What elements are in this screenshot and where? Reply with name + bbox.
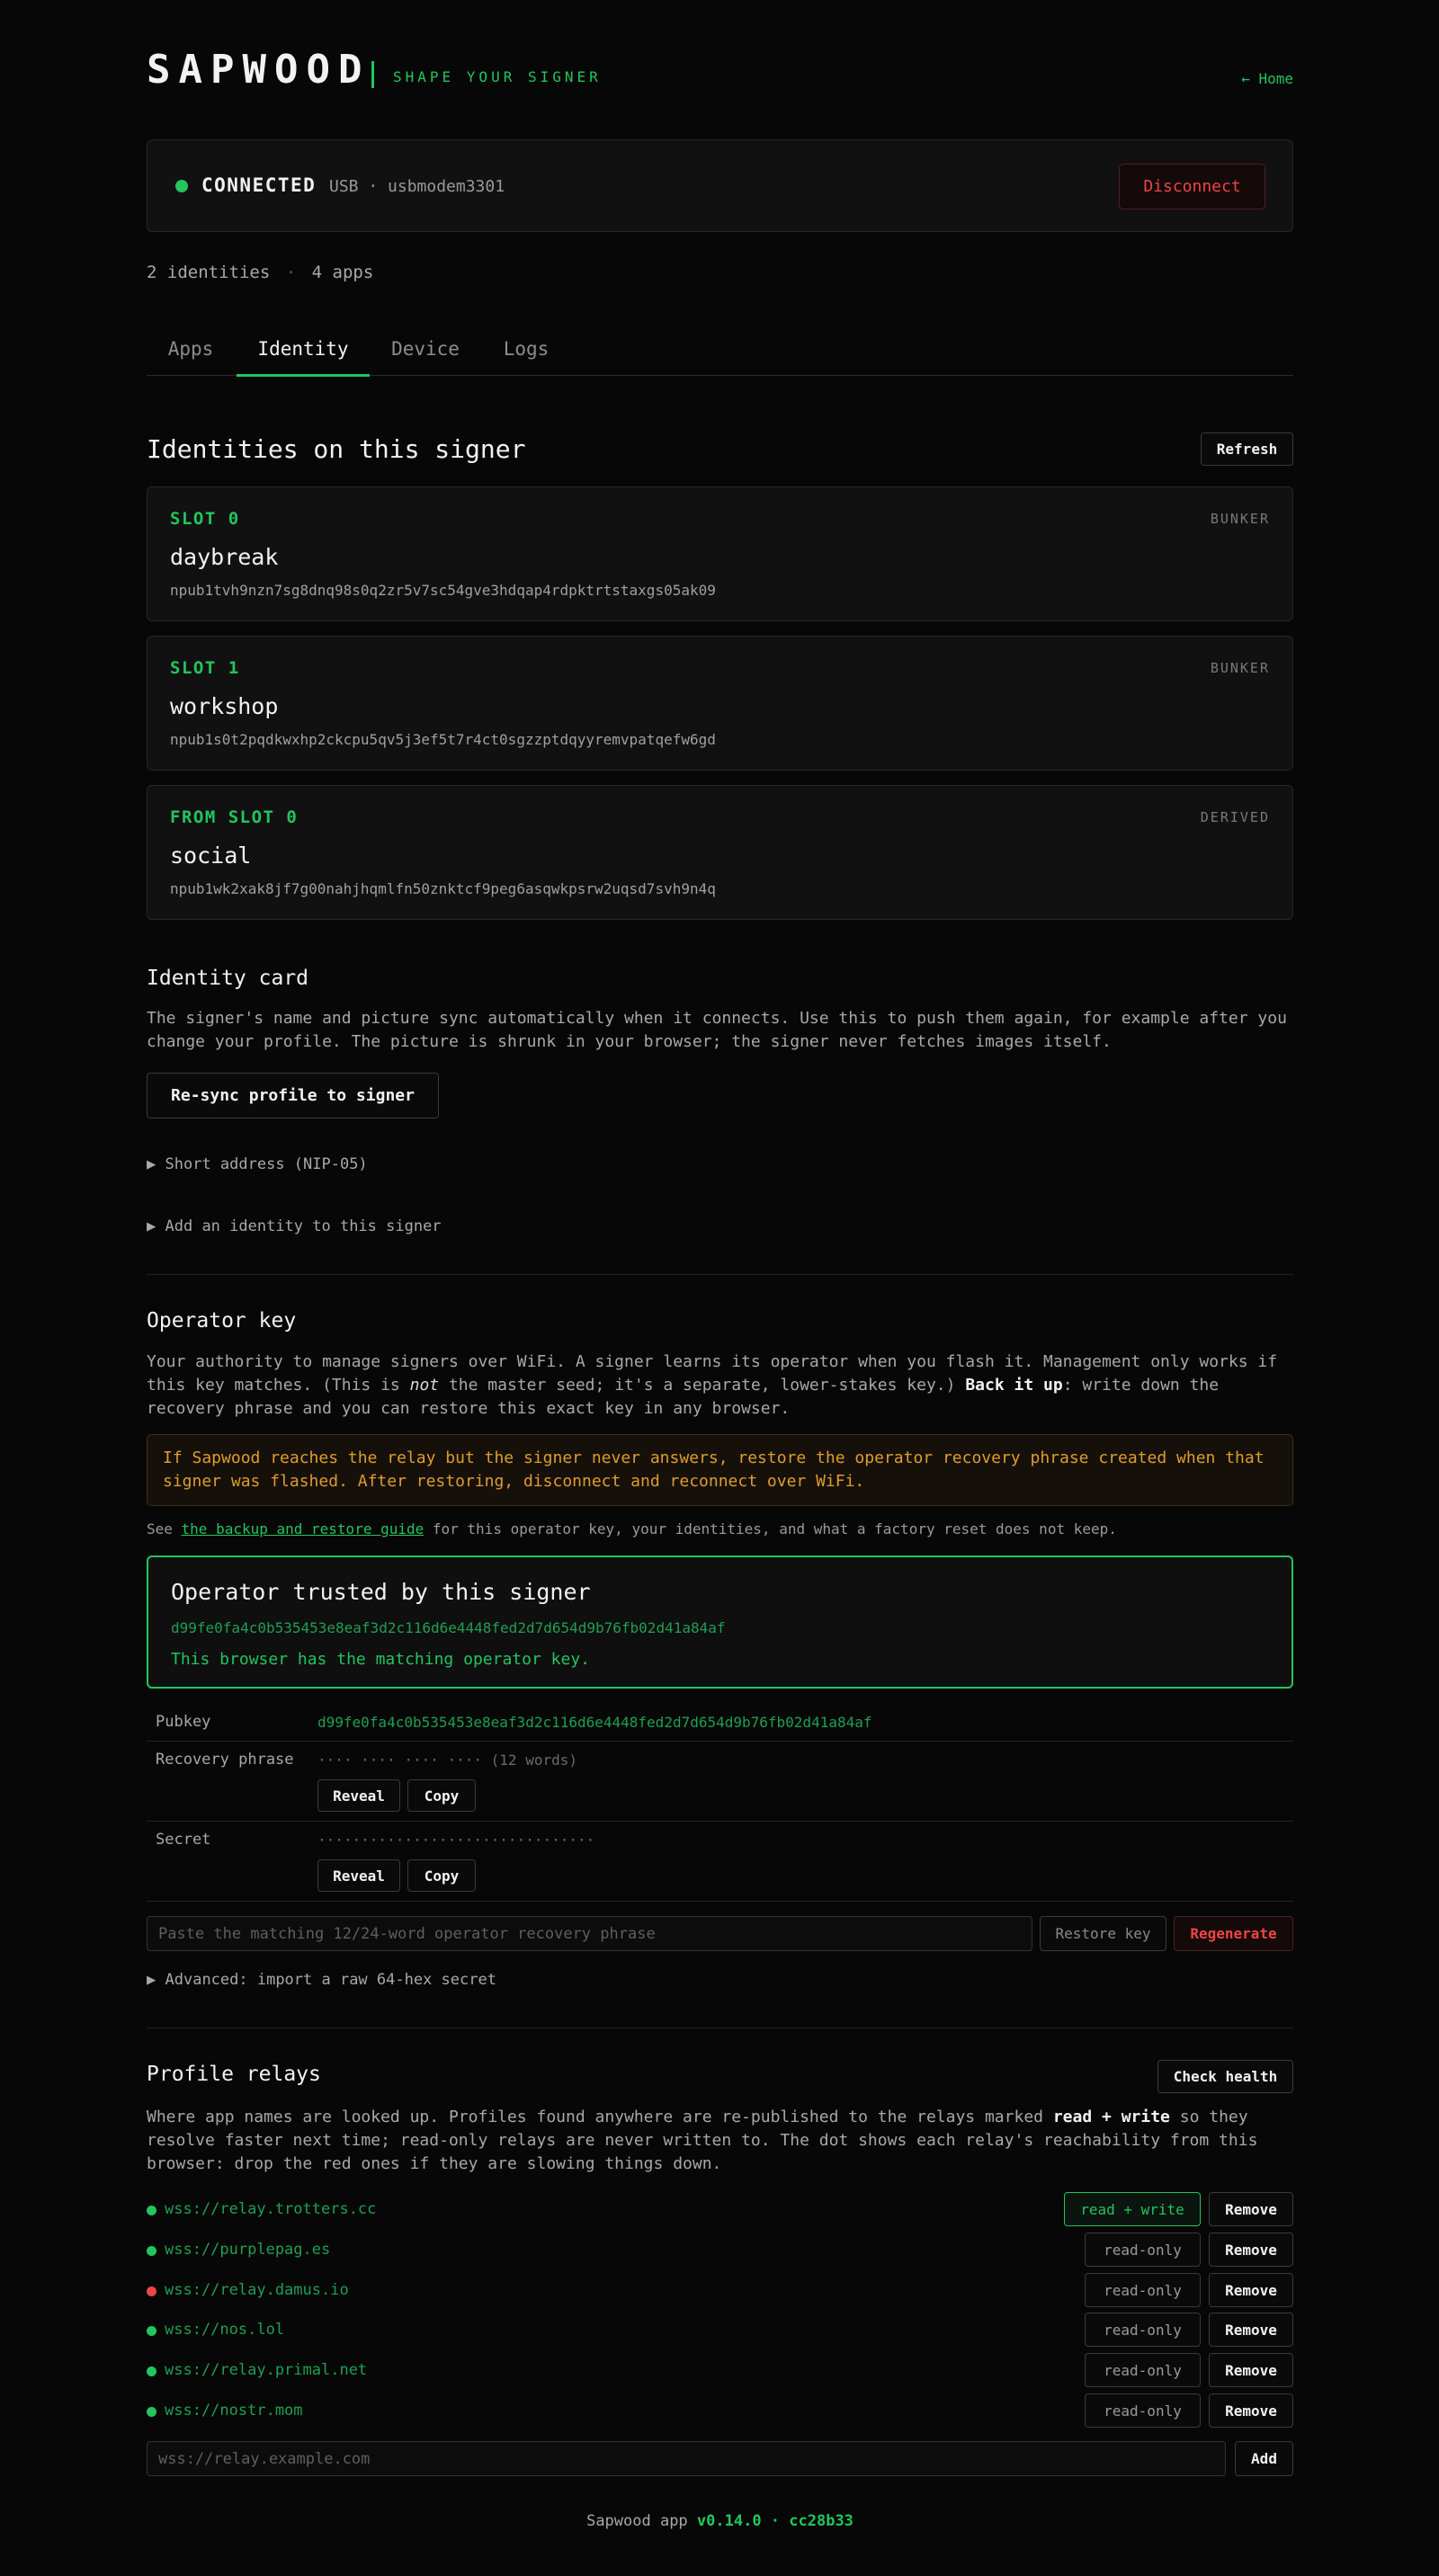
identity-card-derived[interactable] xyxy=(147,785,1293,920)
secret-row xyxy=(147,1822,1293,1902)
relay-remove-button[interactable]: Remove xyxy=(1209,2353,1293,2387)
see-text: See xyxy=(147,1520,182,1538)
operator-desc-text: the master seed; it's a separate, lower-stakes key.) xyxy=(439,1376,966,1395)
relay-url-input[interactable] xyxy=(147,2441,1226,2476)
operator-desc-bold: Back it up xyxy=(965,1376,1063,1395)
tab-device[interactable]: Device xyxy=(391,338,460,360)
identity-card-slot-0[interactable] xyxy=(147,486,1293,621)
relay-mode-toggle[interactable]: read + write xyxy=(1064,2192,1201,2226)
relay-remove-button[interactable]: Remove xyxy=(1209,2233,1293,2267)
footer-version: v0.14.0 · cc28b33 xyxy=(696,2512,854,2530)
relays-title: Profile relays xyxy=(147,2063,321,2086)
identity-card-description: The signer's name and picture sync automatically when it connects. Use this to push them again, for example after you change your profile. The picture is shrunk in your browser; the signer never fetches images itself. xyxy=(147,1009,1287,1051)
refresh-button[interactable]: Refresh xyxy=(1201,432,1293,466)
relay-row xyxy=(147,2353,1293,2387)
identity-name: social xyxy=(170,842,252,869)
trusted-operator-match: This browser has the matching operator key. xyxy=(171,1650,590,1669)
identity-npub: npub1s0t2pqdkwxhp2ckcpu5qv5j3ef5t7r4ct0sgzzptdqyyremvpatqefw6gd xyxy=(170,731,716,748)
identity-name: workshop xyxy=(170,693,279,719)
disconnect-button[interactable]: Disconnect xyxy=(1119,164,1265,209)
recovery-phrase-label: Recovery phrase xyxy=(156,1751,294,1769)
home-link[interactable]: ← Home xyxy=(1241,70,1293,87)
identity-kind: BUNKER xyxy=(1210,660,1270,676)
pubkey-value: d99fe0fa4c0b535453e8eaf3d2c116d6e4448fed2d7d654d9b76fb02d41a84af xyxy=(317,1714,872,1731)
expand-triangle-icon: ▶ xyxy=(147,1217,156,1235)
identity-slot: SLOT 1 xyxy=(170,658,240,678)
relay-status-dot xyxy=(147,2367,156,2376)
identity-count: 2 identities xyxy=(147,263,271,282)
backup-guide-note xyxy=(147,1520,1117,1538)
short-address-expander[interactable] xyxy=(147,1155,368,1173)
trusted-operator-title: Operator trusted by this signer xyxy=(171,1579,591,1605)
relay-mode-toggle[interactable]: read-only xyxy=(1085,2273,1201,2307)
relay-status-dot xyxy=(147,2407,156,2417)
relay-mode-toggle[interactable]: read-only xyxy=(1085,2233,1201,2267)
recovery-phrase-input[interactable] xyxy=(147,1916,1032,1951)
operator-warning: If Sapwood reaches the relay but the signer never answers, restore the operator recovery phrase created when that signer was flashed. After restoring, disconnect and reconnect over WiFi. xyxy=(147,1434,1293,1506)
see-text: for this operator key, your identities, and what a factory reset does not keep. xyxy=(424,1520,1117,1538)
identities-title: Identities on this signer xyxy=(147,434,526,464)
identity-card-slot-1[interactable] xyxy=(147,636,1293,771)
identity-kind: BUNKER xyxy=(1210,511,1270,527)
expand-triangle-icon: ▶ xyxy=(147,1155,156,1173)
header xyxy=(147,47,1293,101)
relay-status-dot xyxy=(147,2206,156,2215)
expand-triangle-icon: ▶ xyxy=(147,1971,156,1989)
identity-slot: SLOT 0 xyxy=(170,509,240,529)
tab-bar xyxy=(147,333,1293,376)
recovery-phrase-value: ···· ···· ···· ···· (12 words) xyxy=(317,1752,577,1769)
relay-remove-button[interactable]: Remove xyxy=(1209,2393,1293,2428)
relays-description xyxy=(147,2106,1293,2176)
connection-status: CONNECTED xyxy=(201,174,317,196)
relay-mode-toggle[interactable]: read-only xyxy=(1085,2353,1201,2387)
relay-remove-button[interactable]: Remove xyxy=(1209,2313,1293,2347)
footer-app: Sapwood app xyxy=(586,2512,688,2530)
short-address-label: Short address (NIP-05) xyxy=(165,1155,368,1173)
connection-port: USB · usbmodem3301 xyxy=(329,177,505,196)
tagline: SHAPE YOUR SIGNER xyxy=(393,68,602,85)
relay-mode-toggle[interactable]: read-only xyxy=(1085,2313,1201,2347)
footer xyxy=(147,2512,1293,2530)
secret-label: Secret xyxy=(156,1831,211,1849)
add-identity-label: Add an identity to this signer xyxy=(165,1217,442,1235)
tab-apps[interactable]: Apps xyxy=(167,338,214,360)
relay-status-dot xyxy=(147,2286,156,2296)
identity-name: daybreak xyxy=(170,544,279,570)
identity-kind: DERIVED xyxy=(1200,809,1270,825)
relay-mode-toggle[interactable]: read-only xyxy=(1085,2393,1201,2428)
relay-url: wss://relay.damus.io xyxy=(165,2281,349,2299)
operator-desc-text: : write down the recovery phrase and you can restore this exact key in any browser. xyxy=(147,1376,1220,1418)
app-count: 4 apps xyxy=(311,263,374,282)
relay-status-dot xyxy=(147,2326,156,2336)
relay-row xyxy=(147,2273,1293,2307)
identity-slot: FROM SLOT 0 xyxy=(170,807,299,827)
identity-card-title: Identity card xyxy=(147,967,309,990)
summary-counts xyxy=(147,263,373,282)
relay-url: wss://nostr.mom xyxy=(165,2402,303,2420)
recovery-phrase-row xyxy=(147,1742,1293,1822)
identity-npub: npub1tvh9nzn7sg8dnq98s0q2zr5v7sc54gve3hdqap4rdpktrtstaxgs05ak09 xyxy=(170,582,716,599)
relays-desc-text: Where app names are looked up. Profiles found anywhere are re-published to the relays marked xyxy=(147,2108,1053,2126)
advanced-import-label: Advanced: import a raw 64-hex secret xyxy=(165,1971,496,1989)
trusted-operator-panel xyxy=(147,1555,1293,1689)
backup-guide-link[interactable]: the backup and restore guide xyxy=(181,1520,425,1538)
brand-divider xyxy=(371,61,374,88)
divider xyxy=(147,1274,1293,1275)
operator-desc-emphasis: not xyxy=(409,1376,440,1395)
copy-secret-button[interactable]: Copy xyxy=(407,1859,476,1892)
brand-logo: SAPWOOD xyxy=(147,47,371,93)
check-health-button[interactable]: Check health xyxy=(1157,2060,1293,2093)
identity-npub: npub1wk2xak8jf7g00nahjhqmlfn50znktcf9peg6asqwkpsrw2uqsd7svh9n4q xyxy=(170,880,716,897)
relay-row xyxy=(147,2233,1293,2267)
relay-remove-button[interactable]: Remove xyxy=(1209,2273,1293,2307)
secret-value: ································ xyxy=(317,1832,595,1849)
pubkey-row xyxy=(147,1705,1293,1742)
reveal-recovery-button[interactable]: Reveal xyxy=(317,1779,400,1812)
relay-url: wss://relay.trotters.cc xyxy=(165,2200,377,2218)
add-relay-button[interactable]: Add xyxy=(1235,2441,1293,2476)
advanced-import-expander[interactable] xyxy=(147,1971,496,1989)
tab-logs[interactable]: Logs xyxy=(503,338,550,360)
reveal-secret-button[interactable]: Reveal xyxy=(317,1859,400,1892)
restore-key-button[interactable]: Restore key xyxy=(1040,1916,1166,1951)
relay-row xyxy=(147,2313,1293,2347)
relays-desc-bold: read + write xyxy=(1052,2108,1170,2126)
relay-status-dot xyxy=(147,2246,156,2256)
relay-url: wss://nos.lol xyxy=(165,2321,285,2339)
operator-description xyxy=(147,1350,1293,1421)
relay-url: wss://purplepag.es xyxy=(165,2241,331,2259)
relay-row xyxy=(147,2393,1293,2428)
operator-title: Operator key xyxy=(147,1309,297,1333)
relays-desc-text: so they resolve faster next time; read-only relays are never written to. The dot shows each relay's reachability from this browser: drop the red ones if they are slowing things down. xyxy=(147,2108,1258,2173)
regenerate-button[interactable]: Regenerate xyxy=(1174,1916,1293,1951)
copy-recovery-button[interactable]: Copy xyxy=(407,1779,476,1812)
relay-row xyxy=(147,2192,1293,2226)
relay-url: wss://relay.primal.net xyxy=(165,2361,368,2379)
relay-remove-button[interactable]: Remove xyxy=(1209,2192,1293,2226)
add-identity-expander[interactable] xyxy=(147,1217,442,1235)
connection-panel xyxy=(147,139,1293,232)
connection-status-dot xyxy=(175,180,188,192)
trusted-operator-key: d99fe0fa4c0b535453e8eaf3d2c116d6e4448fed2d7d654d9b76fb02d41a84af xyxy=(171,1619,726,1636)
count-separator: · xyxy=(285,263,297,282)
resync-profile-button[interactable]: Re-sync profile to signer xyxy=(147,1073,439,1119)
operator-desc-text: Your authority to manage signers over WiFi. A signer learns its operator when you flash it. Management only works if this key matches. (This is xyxy=(147,1352,1278,1395)
pubkey-label: Pubkey xyxy=(156,1713,211,1731)
tab-identity[interactable]: Identity xyxy=(237,335,370,377)
